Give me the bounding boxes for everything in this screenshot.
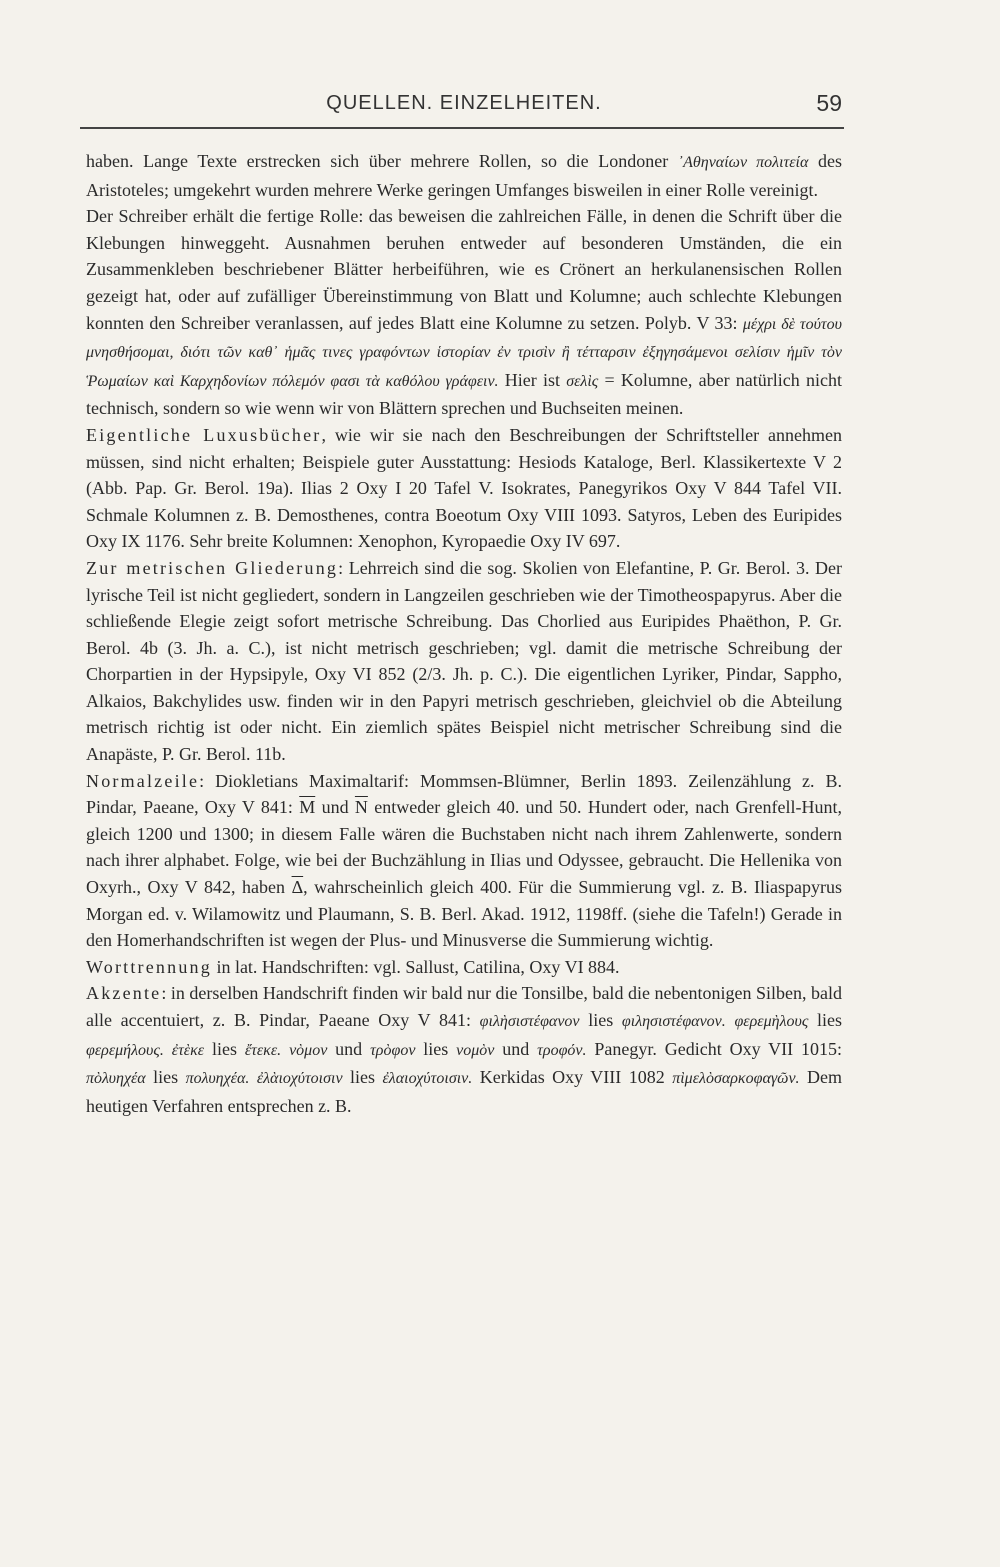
text-run: und: [315, 797, 355, 818]
greek-quote: μέχρι δὲ τούτου μνησθήσομαι, διότι τῶν καθ᾿ ἡμᾶς τινες γραφόντων ἱστορίαν ἐν τρισὶν ἢ τέτταρσιν ἐξηγησάμενοι σελίσιν ἡμῖν τὸν Ῥωμαίων καὶ Καρχηδονίων πόλεμόν φασι τὰ καθόλου γράφειν.: [86, 315, 842, 390]
text-run: entweder gleich 40. und 50. Hundert oder, nach Grenfell-Hunt, gleich 1200 und 1300; in diesem Falle wären die Buchstaben nicht nach ihrem Zahlenwerte, sondern nach ihrer alphabet. Folge, wie bei der Buchzählung in Ilias und Odyssee, gebraucht. Die Hellenika von Oxyrh., Oxy V 842, haben: [86, 797, 842, 898]
greek-text: σελὶς: [566, 372, 599, 390]
greek-text: φερεμήλους.: [86, 1041, 164, 1059]
paragraph-schreiber: [86, 203, 842, 422]
text-run: [164, 1039, 172, 1059]
page-number: 59: [816, 90, 842, 116]
header-rule: [80, 127, 844, 129]
paragraph-rollen: [86, 148, 842, 203]
text-run: und: [327, 1038, 371, 1059]
text-run: Kerkidas Oxy VIII 1082: [472, 1067, 673, 1088]
text-run: lies: [579, 1010, 622, 1030]
text-run: und: [494, 1038, 538, 1059]
text-run: [281, 1039, 289, 1059]
greek-text: πολυηχέα.: [185, 1070, 250, 1088]
paragraph-worttrennung: [86, 954, 842, 981]
paragraph-luxusbuecher: [86, 422, 842, 555]
spaced-heading: Worttrennung: [86, 956, 212, 977]
greek-text: ἐλαιοχύτοισιν.: [382, 1070, 473, 1088]
text-run: : Lehrreich sind die sog. Skolien von Elefantine, P. Gr. Berol. 3. Der lyrische Teil ist nicht gegliedert, sondern in Langzeilen geschrieben wie der Timotheospapyrus. Aber die schließende Elegie zeigt sofort metrische Schreibung. Das Chorlied aus Euripides Phaëthon, P. Gr. Berol. 4b (3. Jh. a. C.), ist nicht metrisch geschrieben; vgl. damit die metrische Schreibung der Chorpartien in der Hypsipyle, Oxy VI 852 (2/3. Jh. p. C.). Die eigentlichen Lyriker, Pindar, Sappho, Alkaios, Bakchylides usw. finden wir in den Papyri metrisch geschrieben, gleichviel ob die Abteilung metrisch richtig ist oder nicht. Ein ziemlich spätes Beispiel nicht metrischer Schreibung sind die Anapäste, P. Gr. Berol. 11b.: [86, 557, 843, 765]
paragraph-akzente: [86, 980, 842, 1119]
text-run: in lat. Handschriften: vgl. Sallust, Catilina, Oxy VI 884.: [211, 956, 620, 977]
greek-text: ἐλὰιοχύτοισιν: [256, 1070, 343, 1088]
greek-text: νὸμον: [289, 1041, 328, 1059]
text-run: lies: [145, 1067, 186, 1088]
text-run: haben. Lange Texte erstrecken sich über mehrere Rollen, so die Londoner: [86, 151, 678, 171]
text-run: , wie wir sie nach den Beschreibungen der Schriftsteller annehmen müssen, sind nicht erhalten; Beispiele guter Ausstattung: Hesiods Kataloge, Berl. Klassikertexte V 2 (Abb. Pap. Gr. Berol. 19a). Ilias 2 Oxy I 20 Tafel V. Isokrates, Panegyrikos Oxy V 844 Tafel VII. Schmale Kolumnen z. B. Demosthenes, contra Boeotum Oxy VIII 1093. Satyros, Leben des Euripides Oxy IX 1176. Sehr breite Kolumnen: Xenophon, Kyropaedie Oxy IV 697.: [86, 424, 842, 552]
spaced-heading: Normalzeile: [86, 770, 200, 791]
paragraph-normalzeile: [86, 768, 842, 954]
running-head: QUELLEN. EINZELHEITEN.: [326, 92, 602, 114]
numeral-mark: $\overline{N}$: [354, 797, 368, 818]
text-run: = Kolumne, aber natürlich nicht technisch, sondern so wie wenn wir von Blättern sprechen und Buchseiten meinen.: [86, 369, 842, 419]
greek-text: φιλησιστέφανον.: [621, 1013, 726, 1030]
greek-text: πὸλυηχέα: [86, 1070, 146, 1088]
text-run: Der Schreiber erhält die fertige Rolle: das beweisen die zahlreichen Fälle, in denen die Schrift über die Klebungen hinweggeht. Ausnahmen beruhen entweder auf besonderen Umständen, die ein Zusammenkleben beschriebener Blätter herbeiführen, wie es Crönert an herkulanensischen Rollen gezeigt hat, oder auf zufälliger Übereinstimmung von Blatt und Kolumne; auch schlechte Klebungen konnten den Schreiber veranlassen, auf jedes Blatt eine Kolumne zu setzen. Polyb. V 33:: [86, 206, 842, 333]
spaced-heading: Eigentliche Luxusbücher: [86, 424, 322, 445]
greek-text: ἔτεκε.: [244, 1041, 282, 1059]
paragraph-gliederung: [86, 555, 842, 768]
text-run: Hier ist: [498, 369, 567, 390]
text-run: des Aristoteles; umgekehrt wurden mehrere Werke geringen Umfanges bisweilen in einer Rolle vereinigt.: [86, 151, 842, 200]
text-run: : in derselben Handschrift finden wir bald nur die Tonsilbe, bald die nebentonigen Silben, bald alle accentuiert, z. B. Pindar, Paeane Oxy V 841:: [86, 983, 842, 1030]
text-run: [249, 1067, 256, 1087]
text-run: lies: [415, 1038, 457, 1059]
text-run: lies: [204, 1038, 245, 1059]
greek-text: τροφόν.: [537, 1041, 587, 1059]
greek-text: φιλὴσιστέφανον: [479, 1013, 580, 1030]
greek-text: νομὸν: [456, 1041, 495, 1059]
text-run: lies: [808, 1010, 843, 1030]
greek-text: φερεμὴλους: [734, 1013, 809, 1030]
spaced-heading: Zur metrischen Gliederung: [86, 557, 339, 578]
text-run: : Diokletians Maximaltarif: Mommsen-Blümner, Berlin 1893. Zeilenzählung z. B. Pindar, Paeane, Oxy V 841:: [86, 770, 842, 818]
greek-text: πὶμελὸσαρκοφαγῶν.: [672, 1070, 800, 1088]
text-run: , wahrscheinlich gleich 400. Für die Summierung vgl. z. B. Iliaspapyrus Morgan ed. v. Wilamowitz und Plaumann, S. B. Berl. Akad. 1912, 1198ff. (siehe die Tafeln!) Gerade in den Homerhandschriften ist wegen der Plus- und Minusverse die Summierung wichtig.: [86, 877, 843, 951]
numeral-mark: $\overline{M}$: [299, 797, 316, 818]
page-header: [86, 92, 842, 128]
greek-text: ἐτὲκε: [171, 1041, 205, 1059]
body-text: [86, 148, 842, 1119]
text-run: lies: [342, 1067, 383, 1088]
greek-text: τρὸφον: [370, 1041, 416, 1059]
numeral-mark: $\overline{\Delta}$: [291, 877, 304, 898]
greek-text: ᾿Αθηναίων πολιτεία: [677, 154, 809, 171]
text-run: Panegyr. Gedicht Oxy VII 1015:: [586, 1038, 843, 1059]
spaced-heading: Akzente: [86, 983, 162, 1004]
text-run: Dem heutigen Verfahren entsprechen z. B.: [86, 1067, 843, 1116]
